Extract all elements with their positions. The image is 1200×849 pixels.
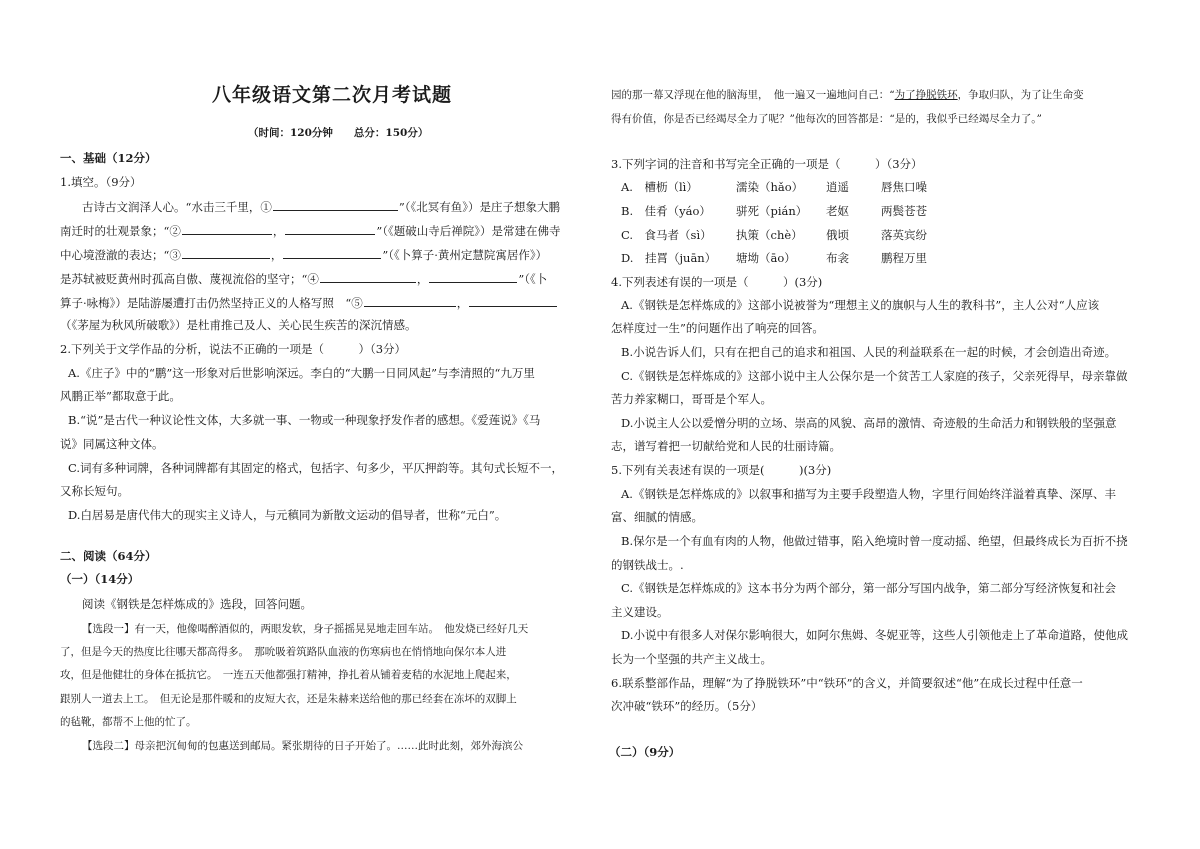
q1-line-3 — [60, 246, 547, 263]
answer-blank-2a[interactable] — [182, 222, 272, 235]
text: ”（《题破山寺后禅院》）是常建在佛寺 — [376, 224, 561, 238]
q2-option-a-line-2: 风鹏正举”都取意于此。 — [60, 389, 181, 403]
q3-option-d-word-2: 塘坳（āo） — [736, 251, 796, 265]
q4-option-b: B.小说告诉人们，只有在把自己的追求和祖国、人民的利益联系在一起的时候，才会创造出奇迹。 — [621, 345, 1117, 359]
exam-info: （时间：120分钟 总分：150分） — [248, 127, 429, 139]
excerpt-1-line-3: 攻，但是他健壮的身体在抵抗它。 一连五天他都强打精神，挣扎着从铺着麦秸的水泥地上爬起来， — [60, 669, 517, 681]
q3-option-b-word-4: 两鬓苍苍 — [881, 204, 927, 218]
text: 古诗古文润泽人心。“水击三千里，① — [82, 200, 272, 214]
answer-blank-4a[interactable] — [320, 270, 416, 283]
text: ”（《卜算子·黄州定慧院寓居作》） — [382, 248, 548, 262]
text: ”（《卜 — [518, 272, 548, 286]
text: 中心境澄澈的表达；“③ — [60, 248, 181, 262]
q4-option-c-line-1: C.《钢铁是怎样炼成的》这部小说中主人公保尔是一个贫苦工人家庭的孩子，父亲死得早，母亲靠做 — [621, 369, 1128, 383]
text: ，争取归队，为了让生命变 — [957, 89, 1084, 101]
q2-option-a-line-1: A.《庄子》中的“鹏”这一形象对后世影响深远。李白的“大鹏一日同风起”与李清照的“九万里 — [68, 366, 535, 380]
excerpt-1-line-1: 【选段一】有一天，他像喝醉酒似的，两眼发软，身子摇摇晃晃地走回车站。 他发烧已经好几天 — [82, 623, 529, 635]
text: ， — [272, 224, 285, 238]
q5-option-b-line-1: B.保尔是一个有血有肉的人物，他做过错事，陷入绝境时曾一度动摇、绝望，但最终成长为百折不挠 — [621, 534, 1128, 548]
answer-blank-3a[interactable] — [182, 246, 270, 259]
q3-option-d-word-4: 鹏程万里 — [881, 251, 927, 265]
passage-1-intro: 阅读《钢铁是怎样炼成的》选段，回答问题。 — [82, 597, 312, 611]
q3-option-b-label: B. 佳肴（yáo） — [621, 204, 711, 218]
answer-blank-1[interactable] — [273, 198, 398, 211]
excerpt-2-line-1: 【选段二】母亲把沉甸甸的包惠送到邮局。紧张期待的日子开始了。……此时此刻，郊外海滨公 — [82, 740, 523, 752]
answer-blank-3b[interactable] — [283, 246, 381, 259]
q2-option-b-line-1: B.“说”是古代一种议论性文体，大多就一事、一物或一种现象抒发作者的感想。《爱莲说》《马 — [68, 413, 541, 427]
answer-blank-5b[interactable] — [469, 294, 557, 307]
question-4: 4.下列表述有误的一项是（ ）(3分) — [611, 275, 823, 289]
q2-option-d: D.白居易是唐代伟大的现实主义诗人，与元稹同为新散文运动的倡导者，世称“元白”。 — [68, 508, 507, 522]
q1-line-2 — [60, 222, 561, 239]
text: 南迁时的壮观景象；“② — [60, 224, 181, 238]
excerpt-2-line-2 — [611, 88, 1084, 103]
q3-option-a-word-2: 濡染（hǎo） — [736, 180, 804, 194]
answer-blank-4b[interactable] — [429, 270, 517, 283]
question-1: 1.填空。（9分） — [60, 175, 142, 189]
q5-option-c-line-2: 主义建设。 — [611, 605, 669, 619]
q2-option-b-line-2: 说》同属这种文体。 — [60, 437, 164, 451]
text: ， — [270, 248, 283, 262]
excerpt-1-line-4: 跟别人一道去上工。 但无论是那件暖和的皮短大衣，还是朱赫来送给他的那已经套在冻坏的双脚上 — [60, 693, 517, 705]
q4-option-d-line-1: D.小说主人公以爱憎分明的立场、崇高的风貌、高昂的激情、奇迹般的生命活力和钢铁般的坚强意 — [621, 416, 1117, 430]
q4-option-d-line-2: 志，谱写着把一切献给党和人民的壮丽诗篇。 — [611, 439, 841, 453]
q4-option-a-line-2: 怎样度过一生”的问题作出了响亮的回答。 — [611, 321, 824, 335]
q4-option-c-line-2: 苦力养家糊口，哥哥是个军人。 — [611, 392, 772, 406]
text: ， — [416, 272, 429, 286]
q3-option-b-word-3: 老妪 — [826, 204, 849, 218]
q3-option-a-label: A. 槽枥（lì） — [621, 180, 698, 194]
section-2-heading: 二、阅读（64分） — [60, 549, 157, 563]
q1-line-1 — [82, 198, 560, 215]
q3-option-c-word-4: 落英宾纷 — [881, 228, 927, 242]
q5-option-d-line-1: D.小说中有很多人对保尔影响很大，如阿尔焦姆、冬妮亚等，这些人引领他走上了革命道路，使他成 — [621, 628, 1128, 642]
underlined-phrase: 为了挣脱铁环 — [894, 89, 958, 101]
text: ”（《北冥有鱼》）是庄子想象大鹏 — [398, 200, 561, 214]
q3-option-d-label: D. 挂罥（juān） — [621, 251, 717, 265]
answer-blank-2b[interactable] — [285, 222, 375, 235]
text: 园的那一幕又浮现在他的脑海里， 他一遍又一遍地问自己：“ — [611, 89, 895, 101]
section-1-heading: 一、基础（12分） — [60, 151, 157, 165]
q5-option-a-line-2: 富、细腻的情感。 — [611, 510, 703, 524]
question-3: 3.下列字词的注音和书写完全正确的一项是（ ）（3分） — [611, 157, 923, 171]
question-5: 5.下列有关表述有误的一项是( )(3分) — [611, 463, 832, 477]
q3-option-d-word-3: 布衾 — [826, 251, 849, 265]
q3-option-a-word-3: 逍遥 — [826, 180, 849, 194]
text: 算子·咏梅》）是陆游屡遭打击仍然坚持正义的人格写照 “⑤ — [60, 296, 363, 310]
text: 是苏轼被贬黄州时孤高自傲、蔑视流俗的坚守；“④ — [60, 272, 319, 286]
q1-line-5 — [60, 294, 558, 311]
question-6-line-1: 6.联系整部作品，理解“为了挣脱铁环”中“铁环”的含义，并简要叙述“他”在成长过程中任意一 — [611, 676, 1083, 690]
page-title: 八年级语文第二次月考试题 — [212, 84, 453, 106]
q3-option-c-word-2: 执策（chè） — [736, 228, 803, 242]
excerpt-2-line-3: 得有价值，你是否已经竭尽全力了呢？”他每次的回答都是：“是的，我似乎已经竭尽全力了。” — [611, 113, 1042, 125]
q1-line-6: （《茅屋为秋风所破歌》）是杜甫推己及人、关心民生疾苦的深沉情感。 — [60, 318, 417, 332]
q4-option-a-line-1: A.《钢铁是怎样炼成的》这部小说被誉为“理想主义的旗帜与人生的教科书”，主人公对“人应该 — [621, 298, 1100, 312]
q3-option-b-word-2: 骈死（pián） — [736, 204, 808, 218]
q3-option-c-label: C. 食马者（sì） — [621, 228, 712, 242]
q5-option-a-line-1: A.《钢铁是怎样炼成的》以叙事和描写为主要手段塑造人物，字里行间始终洋溢着真挚、深厚、丰 — [621, 487, 1116, 501]
q3-option-a-word-4: 唇焦口噪 — [881, 180, 927, 194]
passage-1-heading: （一）（14分） — [60, 572, 140, 586]
q5-option-d-line-2: 长为一个坚强的共产主义战士。 — [611, 652, 772, 666]
excerpt-1-line-5: 的毡靴，都帮不上他的忙了。 — [60, 716, 197, 728]
passage-2-heading: （二）（9分） — [609, 745, 681, 759]
text: ， — [456, 296, 469, 310]
q2-option-c-line-1: C.词有多种词牌，各种词牌都有其固定的格式，包括字、句多少，平仄押韵等。其句式长短不一， — [68, 461, 564, 475]
excerpt-1-line-2: 了，但是今天的热度比往哪天都高得多。 那吮吸着筑路队血液的伤寒病也在悄悄地向保尔本人进 — [60, 646, 507, 658]
q5-option-b-line-2: 的钢铁战士。. — [611, 558, 684, 572]
answer-blank-5a[interactable] — [364, 294, 456, 307]
q3-option-c-word-3: 俄顷 — [826, 228, 849, 242]
q5-option-c-line-1: C.《钢铁是怎样炼成的》这本书分为两个部分，第一部分写国内战争，第二部分写经济恢复和社会 — [621, 581, 1117, 595]
q1-line-4 — [60, 270, 547, 287]
question-6-line-2: 次冲破“铁环”的经历。（5分） — [611, 699, 763, 713]
question-2: 2.下列关于文学作品的分析，说法不正确的一项是（ ）（3分） — [60, 342, 407, 356]
q2-option-c-line-2: 又称长短句。 — [60, 484, 129, 498]
